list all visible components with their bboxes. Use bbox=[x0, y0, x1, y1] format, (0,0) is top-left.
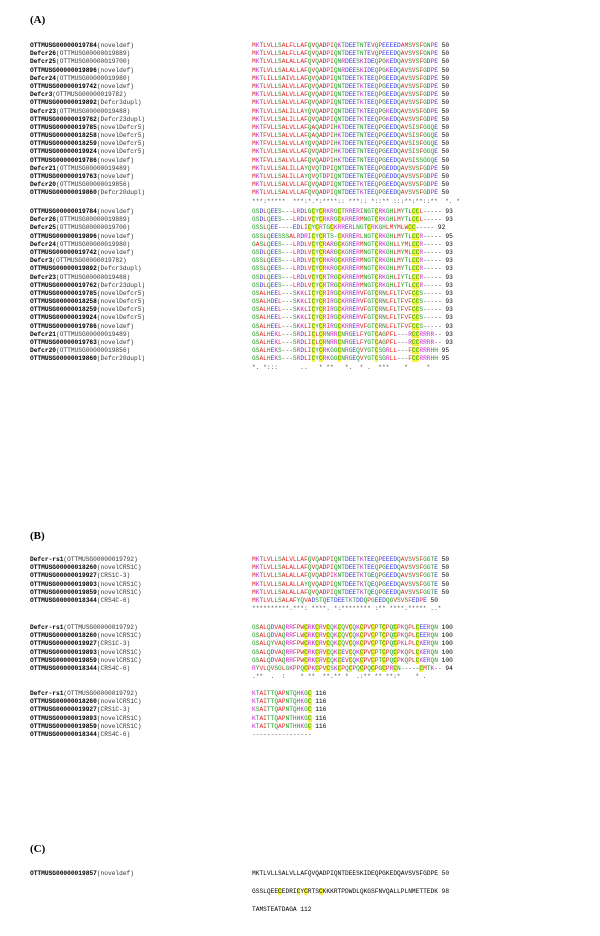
alignment-row bbox=[30, 99, 590, 107]
sequence-name: OTTMUSG00000019857(noveldef) bbox=[30, 870, 134, 877]
alignment-row bbox=[30, 249, 590, 257]
sequence-residues: MKTLVLLSALVLLAFQVQADPIQNTDEETKTEEQPGEEDQAVSVSFGDPE 50 bbox=[252, 181, 450, 189]
alignment-row bbox=[30, 649, 590, 657]
sequence-name: Defcr24(OTTMUSG00000019980) bbox=[30, 240, 131, 248]
sequence-name: OTTMUSG00000019785(novelDefcr5) bbox=[30, 289, 146, 297]
residue-count: 116 bbox=[311, 690, 327, 697]
panel-c-row bbox=[30, 906, 590, 914]
consensus-line: .** . : * ** **.** * .:** ** **:* * . bbox=[252, 673, 427, 681]
residue-count: 93 bbox=[441, 330, 453, 338]
alignment-row bbox=[30, 42, 590, 50]
alignment-row bbox=[30, 581, 590, 589]
sequence-name: OTTMUSG00000019742(noveldef) bbox=[30, 82, 134, 90]
panel-a-alignment-block-1 bbox=[30, 42, 590, 206]
alignment-row bbox=[30, 657, 590, 665]
residue-count: 50 bbox=[437, 66, 450, 74]
sequence-residues: GSSLQEES---LRDLVCYCRKRGCKRRERMNGTCRKGHLMYTLCCR----- 93 bbox=[252, 265, 453, 273]
panel-c-row bbox=[30, 870, 590, 878]
sequence-residues: GSSLQEECEDRICYCRTSCKKKRTPDWDLQKGSFNVQALLPLNMETTEDK 98 bbox=[252, 888, 450, 896]
sequence-name: OTTMUSG00000019893(novelCRS1C) bbox=[30, 648, 142, 656]
alignment-row bbox=[30, 124, 590, 132]
sequence-name: OTTMUSG00000018344(CRS4C-6) bbox=[30, 730, 131, 738]
alignment-row bbox=[30, 331, 590, 339]
sequence-name: Defcr20(OTTMUSG00000019856) bbox=[30, 347, 131, 355]
residue-count: 116 bbox=[311, 722, 327, 730]
sequence-name: Defcr21(OTTMUSG00000019489) bbox=[30, 164, 131, 172]
sequence-residues: MKTLVLLSALFLLAFQVQADPIQKTDEETNTEVQPEEEEDAMSVSFGNPE 50 bbox=[252, 42, 450, 49]
sequence-name: OTTMUSG00000019893(novelCRS1C) bbox=[30, 580, 142, 588]
alignment-row bbox=[30, 290, 590, 298]
alignment-row bbox=[30, 189, 590, 197]
residue-count: 94 bbox=[441, 664, 453, 672]
sequence-name: OTTMUSG00000019763(noveldef) bbox=[30, 339, 134, 346]
sequence-residues: MKTLILLSAIVLLAFQVQADPIQNTDEETKTEEQPGEEDQAVSVSFGDPE 50 bbox=[252, 74, 450, 82]
alignment-row bbox=[30, 572, 590, 580]
residue-count: 93 bbox=[441, 257, 453, 265]
sequence-residues: GSALHEEL---SKKLICYCRIRGCKRRERVFGTCRNLFLTFVFCCS----- 93 bbox=[252, 314, 453, 322]
sequence-residues: ---------------- bbox=[252, 730, 312, 738]
residue-count: 50 bbox=[437, 58, 450, 66]
sequence-residues: MKTLVLLSALILLAYQVQADPIQNTDEETKTEEQPGKEDQAVSVSFGDPE 50 bbox=[252, 107, 450, 115]
residue-count: 93 bbox=[441, 273, 453, 281]
residue-count: 93 bbox=[441, 216, 453, 224]
residue-count: 92 bbox=[434, 224, 446, 232]
panel-b-label: (B) bbox=[30, 530, 45, 542]
sequence-residues: GSDLQEES---LRDLGCYCRKRGCTRRERINGTCRKGHLMYTLCCL----- 93 bbox=[252, 208, 453, 215]
alignment-row bbox=[30, 165, 590, 173]
sequence-residues: GSALQDVAQRRFPWCRKCRVCQKCQVCQKCPVCPTCPQCPKQPLCEERQN 100 bbox=[252, 624, 453, 631]
alignment-row bbox=[30, 298, 590, 306]
residue-count: 50 bbox=[437, 99, 450, 107]
alignment-row bbox=[30, 731, 590, 739]
sequence-name: Defcr25(OTTMUSG00000019700) bbox=[30, 58, 131, 66]
alignment-row bbox=[30, 723, 590, 731]
sequence-name: OTTMUSG00000018259(novelDefcr5) bbox=[30, 306, 146, 314]
residue-count: 50 bbox=[426, 596, 438, 604]
sequence-residues: RYVLQVSGLGKPPQCPKCPVCSKCPQCPQCPQCPGCPRCN-----CMTK-- 94 bbox=[252, 664, 453, 672]
sequence-name: Defcr23(OTTMUSG00000019488) bbox=[30, 273, 131, 281]
residue-count: 98 bbox=[437, 888, 450, 896]
sequence-residues: MKTLVLLSALILLAYQVQTDPIQNTDEETNTEEQPGEDDQAVSVSFGDPE 50 bbox=[252, 164, 450, 172]
alignment-row bbox=[30, 58, 590, 66]
sequence-name: OTTMUSG00000019927(CRS1C-3) bbox=[30, 572, 131, 580]
sequence-residues: MKTLVLLSALVLLAFQVQADPIQNTDEETKTEEQPGEEDQAVSVSFGDPE 50 bbox=[252, 82, 450, 90]
sequence-name: OTTMUSG00000019784(noveldef) bbox=[30, 208, 134, 215]
residue-count: 93 bbox=[441, 314, 453, 322]
residue-count: 93 bbox=[441, 265, 453, 273]
residue-count: 93 bbox=[441, 240, 453, 248]
sequence-residues: MKTLVLLSALVLLAFQVQADPIHKTDEETNTEEQPGEEDQAVSISFGGQE 50 bbox=[252, 148, 450, 156]
residue-count: 100 bbox=[437, 632, 453, 640]
sequence-residues: TAMSTEATDAGA 112 bbox=[252, 906, 312, 914]
residue-count: 50 bbox=[437, 580, 450, 588]
sequence-name: Defcr-rs1(OTTMUSG00000019792) bbox=[30, 556, 138, 563]
sequence-residues: GSALHEEL---SKKLICYCRIRGCKRRERVFGTCRNLFLTFVFCCS----- 93 bbox=[252, 289, 453, 297]
alignment-row bbox=[30, 67, 590, 75]
sequence-name: OTTMUSG00000019763(noveldef) bbox=[30, 173, 134, 180]
sequence-residues: KTAITTQAPNTHHKGC 116 bbox=[252, 714, 327, 722]
sequence-residues: GSALHDEL---SKKLICYCRIRGCKRRERVFGTCRNLFLTFVFCCS----- 93 bbox=[252, 298, 453, 306]
residue-count: 50 bbox=[437, 181, 450, 189]
panel-a-label: (A) bbox=[30, 14, 46, 26]
sequence-name: Defcr23(OTTMUSG00000019488) bbox=[30, 107, 131, 115]
sequence-residues: MKTLVLLSALVLLAFQVQADPIQNTDEETKTEEQPGEEDQAVSVSFGDPE 50 bbox=[252, 91, 450, 99]
alignment-row bbox=[30, 75, 590, 83]
sequence-residues: MKTLVLLSALILLAYQVQTDPIQNTDEETNTEEQPGEDDQAVSVSFGDPE 50 bbox=[252, 173, 450, 180]
residue-count: 50 bbox=[437, 82, 450, 90]
residue-count: 50 bbox=[437, 115, 450, 123]
alignment-row bbox=[30, 632, 590, 640]
panel-b-alignment-block-2 bbox=[30, 624, 590, 681]
residue-count: 116 bbox=[311, 698, 327, 706]
panel-c-sequence bbox=[30, 870, 590, 915]
sequence-residues: GSALQDVAQRRFLWCRKCRVCQKCQVCQKCPVCPTCPQCPKQPLCEERQN 100 bbox=[252, 632, 453, 640]
sequence-name: OTTMUSG00000018259(novelDefcr5) bbox=[30, 140, 146, 148]
sequence-residues: GSSLQEESSSALRDRICYCRTS-CKRRERLNGTCRKGHLMYTLCCR----- 95 bbox=[252, 232, 453, 240]
sequence-residues: MKTLVLLSALVLLAFQVQADPIQNTDEETKTEEQPEEEDQAVSVSFGGTE 50 bbox=[252, 556, 450, 563]
sequence-residues: MKTLVLLSALALLAFQVQADPIQNRDEESKIDEQPGKEDQAVSVSFGDPE 50 bbox=[252, 58, 450, 66]
sequence-name: OTTMUSG00000019860(Defcr20dupl) bbox=[30, 189, 146, 197]
alignment-row bbox=[30, 265, 590, 273]
sequence-name: OTTMUSG00000019927(CRS1C-3) bbox=[30, 706, 131, 714]
alignment-row bbox=[30, 589, 590, 597]
sequence-residues: MKTLVLLSALALLAFQVQADPIQNTDEETKTQEQPGEEDQAVSVSFGGTE 50 bbox=[252, 588, 450, 596]
residue-count: 50 bbox=[437, 164, 450, 172]
residue-count: 50 bbox=[437, 588, 450, 596]
residue-count: 50 bbox=[437, 156, 450, 164]
residue-count: 50 bbox=[437, 42, 450, 49]
residue-count: 116 bbox=[311, 714, 327, 722]
residue-count: 93 bbox=[441, 306, 453, 314]
alignment-row bbox=[30, 173, 590, 181]
residue-count: 50 bbox=[437, 870, 450, 877]
alignment-row bbox=[30, 132, 590, 140]
residue-count: 100 bbox=[437, 656, 453, 664]
residue-count: 100 bbox=[437, 624, 453, 631]
sequence-residues: MKTFVLLSALVLLAYQVQADPIHKTDEETNTEEQPGEEDQAVSISFGGQE 50 bbox=[252, 140, 450, 148]
residue-count: 93 bbox=[441, 339, 453, 346]
sequence-residues: GSDLQEES---LRDLVCYCRTRGCKRRERMNGTCRKGHLIYTLCCR----- 93 bbox=[252, 273, 453, 281]
residue-count: 95 bbox=[437, 355, 450, 363]
sequence-name: OTTMUSG00000018344(CRS4C-6) bbox=[30, 664, 131, 672]
residue-count: 50 bbox=[437, 132, 450, 140]
alignment-row bbox=[30, 355, 590, 363]
sequence-residues: MKTLVLLSALVLLAFQVQADPIQNTDEESKIDEQPGKEDQAVSVSFGDPE 50 bbox=[252, 870, 450, 877]
alignment-row bbox=[30, 698, 590, 706]
alignment-row bbox=[30, 83, 590, 91]
sequence-name: OTTMUSG00000019924(novelDefcr5) bbox=[30, 148, 146, 156]
sequence-residues: KTAITTQAPNTHHKGC 116 bbox=[252, 722, 327, 730]
sequence-name: Defcr-rs1(OTTMUSG00000019792) bbox=[30, 624, 138, 631]
sequence-name: Defcr-rs1(OTTMUSG00000019792) bbox=[30, 690, 138, 697]
sequence-residues: KTAITTQAPNTQHKGC 116 bbox=[252, 698, 327, 706]
residue-count: 50 bbox=[437, 173, 450, 180]
sequence-name: OTTMUSG00000019786(noveldef) bbox=[30, 156, 134, 164]
residue-count: 50 bbox=[437, 556, 450, 563]
alignment-row bbox=[30, 274, 590, 282]
residue-count: 100 bbox=[437, 648, 453, 656]
sequence-residues: GSDLQEES---LRDLVCYCRARGCKGRERMNGTCRKGHLMYMLCCR----- 93 bbox=[252, 248, 453, 256]
sequence-name: OTTMUSG00000019786(noveldef) bbox=[30, 322, 134, 330]
alignment-row bbox=[30, 91, 590, 99]
alignment-row bbox=[30, 148, 590, 156]
alignment-row bbox=[30, 116, 590, 124]
residue-count: 116 bbox=[311, 706, 327, 714]
alignment-row bbox=[30, 690, 590, 698]
residue-count: 100 bbox=[437, 640, 453, 648]
residue-count: 50 bbox=[437, 564, 450, 572]
alignment-row bbox=[30, 282, 590, 290]
panel-a-alignment-block-2 bbox=[30, 208, 590, 372]
consensus-line: ***:***** ***:*.*:****:: ***:: *::** :::**:**::** *. * bbox=[252, 197, 460, 205]
sequence-residues: GSALQDVAQRRFPWCRKCRVCQKCEVCQKCPVCPTCPQCPKQPLCKERQN 100 bbox=[252, 656, 453, 664]
alignment-row bbox=[30, 140, 590, 148]
alignment-row bbox=[30, 216, 590, 224]
sequence-name: OTTMUSG00000019896(noveldef) bbox=[30, 232, 134, 240]
sequence-residues: GSALHEEL---SKKLICYCRIRGCKRRERVFGTCRNLFLTFVFCCS----- 93 bbox=[252, 306, 453, 314]
alignment-row bbox=[30, 306, 590, 314]
sequence-residues: GSALHEKS---SRDLICYCRKGGCNRGEQVYGTCSGRLL---FCCRRRHH 95 bbox=[252, 355, 450, 363]
alignment-row bbox=[30, 665, 590, 673]
panel-c-row bbox=[30, 888, 590, 896]
sequence-residues: GSALQDVAQRRFPWCRKCRVCQKCEVCQKCPVCPTCPQCPKQPLCKERQN 100 bbox=[252, 648, 453, 656]
residue-count: 112 bbox=[296, 906, 312, 914]
consensus-line: **********.***: ****. *:******** :** ****.***** ..* bbox=[252, 605, 442, 613]
residue-count: 95 bbox=[437, 347, 450, 355]
sequence-residues: GSALHEKS---SRDLICYCRKGGCNRGEQVYGTCSGRLL---FCCRRRHH 95 bbox=[252, 347, 450, 355]
alignment-row bbox=[30, 339, 590, 347]
alignment-row bbox=[30, 640, 590, 648]
alignment-row bbox=[30, 323, 590, 331]
alignment-row bbox=[30, 624, 590, 632]
sequence-name: Defcr26(OTTMUSG00000019889) bbox=[30, 216, 131, 224]
panel-b-alignment-block-1 bbox=[30, 556, 590, 613]
alignment-row bbox=[30, 50, 590, 58]
panel-c-label: (C) bbox=[30, 843, 46, 855]
alignment-row bbox=[30, 241, 590, 249]
residue-count: 50 bbox=[437, 107, 450, 115]
sequence-name: OTTMUSG00000019860(Defcr20dupl) bbox=[30, 355, 146, 363]
sequence-name: OTTMUSG00000019924(novelDefcr5) bbox=[30, 314, 146, 322]
sequence-name: OTTMUSG00000019892(Defcr3dupl) bbox=[30, 265, 142, 273]
sequence-name: OTTMUSG00000018258(novelDefcr5) bbox=[30, 132, 146, 140]
sequence-name: OTTMUSG00000019859(novelCRS1C) bbox=[30, 722, 142, 730]
sequence-residues: KSAITTQAPNTQHKGC 116 bbox=[252, 706, 327, 714]
sequence-name: OTTMUSG00000018260(novelCRS1C) bbox=[30, 564, 142, 572]
sequence-name: OTTMUSG00000018344(CRS4C-6) bbox=[30, 596, 131, 604]
sequence-residues: MKTLVLLSALALLAFQVQADPIKNTDEETKTGEQPGEEDQAVSVSFGGTE 50 bbox=[252, 572, 450, 580]
sequence-name: OTTMUSG00000019859(novelCRS1C) bbox=[30, 656, 142, 664]
sequence-residues: GSALHEEL---SKKLICYCRIRGCKRRERVFGTCRNLFLTFVFCCS----- 93 bbox=[252, 322, 453, 330]
alignment-row bbox=[30, 233, 590, 241]
sequence-name: OTTMUSG00000018258(novelDefcr5) bbox=[30, 298, 146, 306]
sequence-name: Defcr26(OTTMUSG00000019889) bbox=[30, 50, 131, 58]
alignment-row bbox=[30, 224, 590, 232]
sequence-name: OTTMUSG00000019927(CRS1C-3) bbox=[30, 640, 131, 648]
sequence-residues: GSDLQEES---LRDLVCYCRTRGCKRRERMNGTCRKGHLIYTLCCR----- 93 bbox=[252, 281, 453, 289]
alignment-row bbox=[30, 564, 590, 572]
residue-count: 93 bbox=[441, 248, 453, 256]
sequence-residues: GSDLQEES---LRDLVCYCRKRGCKRRERMNGTCRKGHLMYTLCCL----- 93 bbox=[252, 216, 453, 224]
alignment-row bbox=[30, 108, 590, 116]
sequence-name: Defcr25(OTTMUSG00000019700) bbox=[30, 224, 131, 232]
sequence-residues: MKTLVLLSALALLAFQVQADPIQNTDEETKTEEQPGEEDQAVSVSFGGTE 50 bbox=[252, 564, 450, 572]
sequence-residues: GSALHEKL---SRDLICLCRNRRCNRGELFYGTCAGPFL---RCCRRRR-- 93 bbox=[252, 330, 453, 338]
alignment-row bbox=[30, 257, 590, 265]
residue-count: 50 bbox=[437, 148, 450, 156]
sequence-residues: MKTLVLLSALFLLAFQVQADPIQNTDEETNTEVQPEEEDQAVSVSFGNPE 50 bbox=[252, 50, 450, 58]
sequence-residues: MKTFVLLSALVLLAFQAQADPIHKTDEETNTEEQPGEEDQAVSISFGGQE 50 bbox=[252, 132, 450, 140]
alignment-row bbox=[30, 347, 590, 355]
residue-count: 50 bbox=[437, 50, 450, 58]
alignment-row bbox=[30, 597, 590, 605]
sequence-name: OTTMUSG00000019893(novelCRS1C) bbox=[30, 714, 142, 722]
sequence-name: OTTMUSG00000019762(Defcr23dupl) bbox=[30, 115, 146, 123]
sequence-residues: MKTLVLLSALVLLAFQVQADPIQNTDEETKTEEQPGEEDQAVSVSFGDPE 50 bbox=[252, 99, 450, 107]
residue-count: 50 bbox=[437, 123, 450, 131]
sequence-name: OTTMUSG00000018260(novelCRS1C) bbox=[30, 632, 142, 640]
sequence-name: Defcr21(OTTMUSG00000019489) bbox=[30, 330, 131, 338]
sequence-residues: GSALHEKL---SRDLICLCRNRRCNRGELFYGTCAGPFL---RCCRRRR-- 93 bbox=[252, 339, 453, 346]
residue-count: 50 bbox=[437, 189, 450, 197]
sequence-name: Defcr3(OTTMUSG00000019782) bbox=[30, 257, 127, 265]
residue-count: 50 bbox=[437, 572, 450, 580]
sequence-name: OTTMUSG00000019742(noveldef) bbox=[30, 248, 134, 256]
sequence-name: OTTMUSG00000019892(Defcr3dupl) bbox=[30, 99, 142, 107]
sequence-residues: MKTLVLLSALALLAYQVQADPIQNTDEETKTQEQPGEEDQAVSVSFGGTE 50 bbox=[252, 580, 450, 588]
residue-count: 50 bbox=[437, 74, 450, 82]
sequence-name: Defcr20(OTTMUSG00000019856) bbox=[30, 181, 131, 189]
sequence-residues: GSSLQEES---LRDLVCYCRKRGCKRRERMNGTCRKGHLMYTLCCR----- 93 bbox=[252, 257, 453, 265]
sequence-name: OTTMUSG00000019896(noveldef) bbox=[30, 66, 134, 74]
sequence-name: OTTMUSG00000019784(noveldef) bbox=[30, 42, 134, 49]
alignment-row bbox=[30, 314, 590, 322]
sequence-residues: MKTLVLLSALAFYQVADSTQETDEETKTDDQPGEEDQGVSVSFEDPE 50 bbox=[252, 596, 438, 604]
sequence-residues: MKTFVLLSALVLLAFQAQADPIHKTDEETNTEEQPGEEDQAVSISFGGQE 50 bbox=[252, 123, 450, 131]
alignment-row bbox=[30, 208, 590, 216]
sequence-name: Defcr24(OTTMUSG00000019980) bbox=[30, 74, 131, 82]
residue-count: 50 bbox=[437, 91, 450, 99]
residue-count: 50 bbox=[437, 140, 450, 148]
alignment-row bbox=[30, 181, 590, 189]
sequence-name: OTTMUSG00000019762(Defcr23dupl) bbox=[30, 281, 146, 289]
alignment-row bbox=[30, 715, 590, 723]
sequence-residues: MKTLVLLSALALLAFQVQADPIQNRDEESKIDEQPGKEDQAVSVSFGDPE 50 bbox=[252, 66, 450, 74]
residue-count: 93 bbox=[441, 289, 453, 297]
residue-count: 93 bbox=[441, 322, 453, 330]
sequence-name: OTTMUSG00000019859(novelCRS1C) bbox=[30, 588, 142, 596]
panel-b-alignment-block-3 bbox=[30, 690, 590, 739]
residue-count: 93 bbox=[441, 208, 453, 215]
sequence-residues: GSALQYVAQRRFPWCRKCRVCQKCQVCQKCPVCPTCPQCPKLPLCKERQN 100 bbox=[252, 640, 453, 648]
residue-count: 93 bbox=[441, 298, 453, 306]
sequence-name: OTTMUSG00000019785(novelDefcr5) bbox=[30, 123, 146, 131]
sequence-residues: MKTLVLLSALILLAFQVQADPIQNTDEETKTEEQPGKEDQAVSVSFGDPE 50 bbox=[252, 115, 450, 123]
sequence-residues: MKTFVLLSALVLLAFQVQADPIHKTDEETNTEEQPGEEDQAVSISSGGQE 50 bbox=[252, 156, 450, 164]
sequence-residues: GSSLQEE----EDLICYCRTGCKRRERLNGTCRKGHLMYMLWCC----- 92 bbox=[252, 224, 446, 232]
sequence-name: OTTMUSG00000018260(novelCRS1C) bbox=[30, 698, 142, 706]
sequence-residues: KTAITTQAPNTQHKGC 116 bbox=[252, 690, 327, 697]
consensus-line: *. *::: .. * ** *. * . *** * * bbox=[252, 363, 431, 371]
alignment-row bbox=[30, 157, 590, 165]
residue-count: 95 bbox=[441, 232, 453, 240]
alignment-row bbox=[30, 556, 590, 564]
sequence-residues: MKTLVLLSALVLLAFQVQADPIQNTDEETKTEEQPGEEDQAVSVSFGDPE 50 bbox=[252, 189, 450, 197]
sequence-name: Defcr3(OTTMUSG00000019782) bbox=[30, 91, 127, 99]
alignment-row bbox=[30, 706, 590, 714]
residue-count: 93 bbox=[441, 281, 453, 289]
sequence-residues: GASLQEES---LRDLVCYCRARGCKGRERMNGTCRKGHLLYMLCCR----- 93 bbox=[252, 240, 453, 248]
